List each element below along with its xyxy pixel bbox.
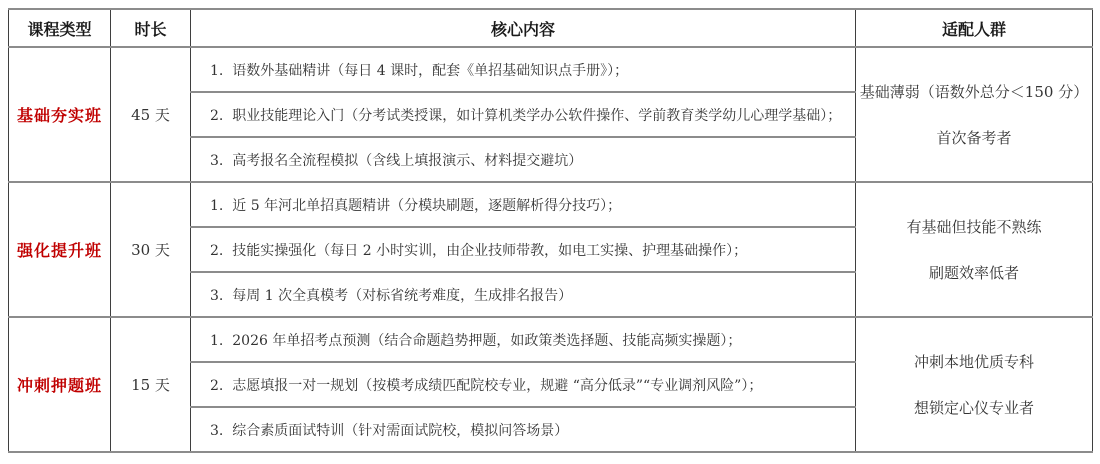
table-row: [9, 182, 1093, 227]
duration-cell: 45 天: [111, 47, 191, 182]
content-item: 3. 每周 1 次全真模考（对标省统考难度，生成排名报告）: [191, 272, 856, 317]
duration-cell: 15 天: [111, 317, 191, 452]
audience-line: 有基础但技能不熟练: [906, 217, 1042, 236]
header-duration: 时长: [111, 9, 191, 47]
audience-line: 想锁定心仪专业者: [913, 398, 1034, 417]
duration-cell: 30 天: [111, 182, 191, 317]
audience-cell: [856, 47, 1093, 182]
content-item: 3. 综合素质面试特训（针对需面试院校，模拟问答场景）: [191, 407, 856, 452]
content-item: 2. 职业技能理论入门（分考试类授课，如计算机类学办公软件操作、学前教育类学幼儿心理学基础）；: [191, 92, 856, 137]
course-type-cell: 冲刺押题班: [9, 317, 111, 452]
audience-cell: [856, 317, 1093, 452]
content-item: 1. 2026 年单招考点预测（结合命题趋势押题，如政策类选择题、技能高频实操题）；: [191, 317, 856, 362]
audience-line: 刷题效率低者: [928, 263, 1019, 282]
table-row: [9, 47, 1093, 92]
audience-cell: [856, 182, 1093, 317]
audience-line: 冲刺本地优质专科: [913, 352, 1034, 371]
header-core-content: 核心内容: [191, 9, 856, 47]
course-type-cell: 基础夯实班: [9, 47, 111, 182]
audience-line: 首次备考者: [936, 128, 1012, 147]
content-item: 1. 近 5 年河北单招真题精讲（分模块刷题，逐题解析得分技巧）；: [191, 182, 856, 227]
content-item: 2. 技能实操强化（每日 2 小时实训，由企业技师带教，如电工实操、护理基础操作）；: [191, 227, 856, 272]
header-row: [9, 9, 1093, 47]
header-course-type: 课程类型: [9, 9, 111, 47]
content-item: 2. 志愿填报一对一规划（按模考成绩匹配院校专业，规避 “高分低录”“专业调剂风险”）；: [191, 362, 856, 407]
content-item: 3. 高考报名全流程模拟（含线上填报演示、材料提交避坑）: [191, 137, 856, 182]
table-row: [9, 317, 1093, 362]
course-plan-table: [8, 8, 1093, 453]
audience-line: 基础薄弱（语数外总分＜150 分）: [859, 82, 1089, 101]
content-item: 1. 语数外基础精讲（每日 4 课时，配套《单招基础知识点手册》）；: [191, 47, 856, 92]
header-audience: 适配人群: [856, 9, 1093, 47]
course-type-cell: 强化提升班: [9, 182, 111, 317]
